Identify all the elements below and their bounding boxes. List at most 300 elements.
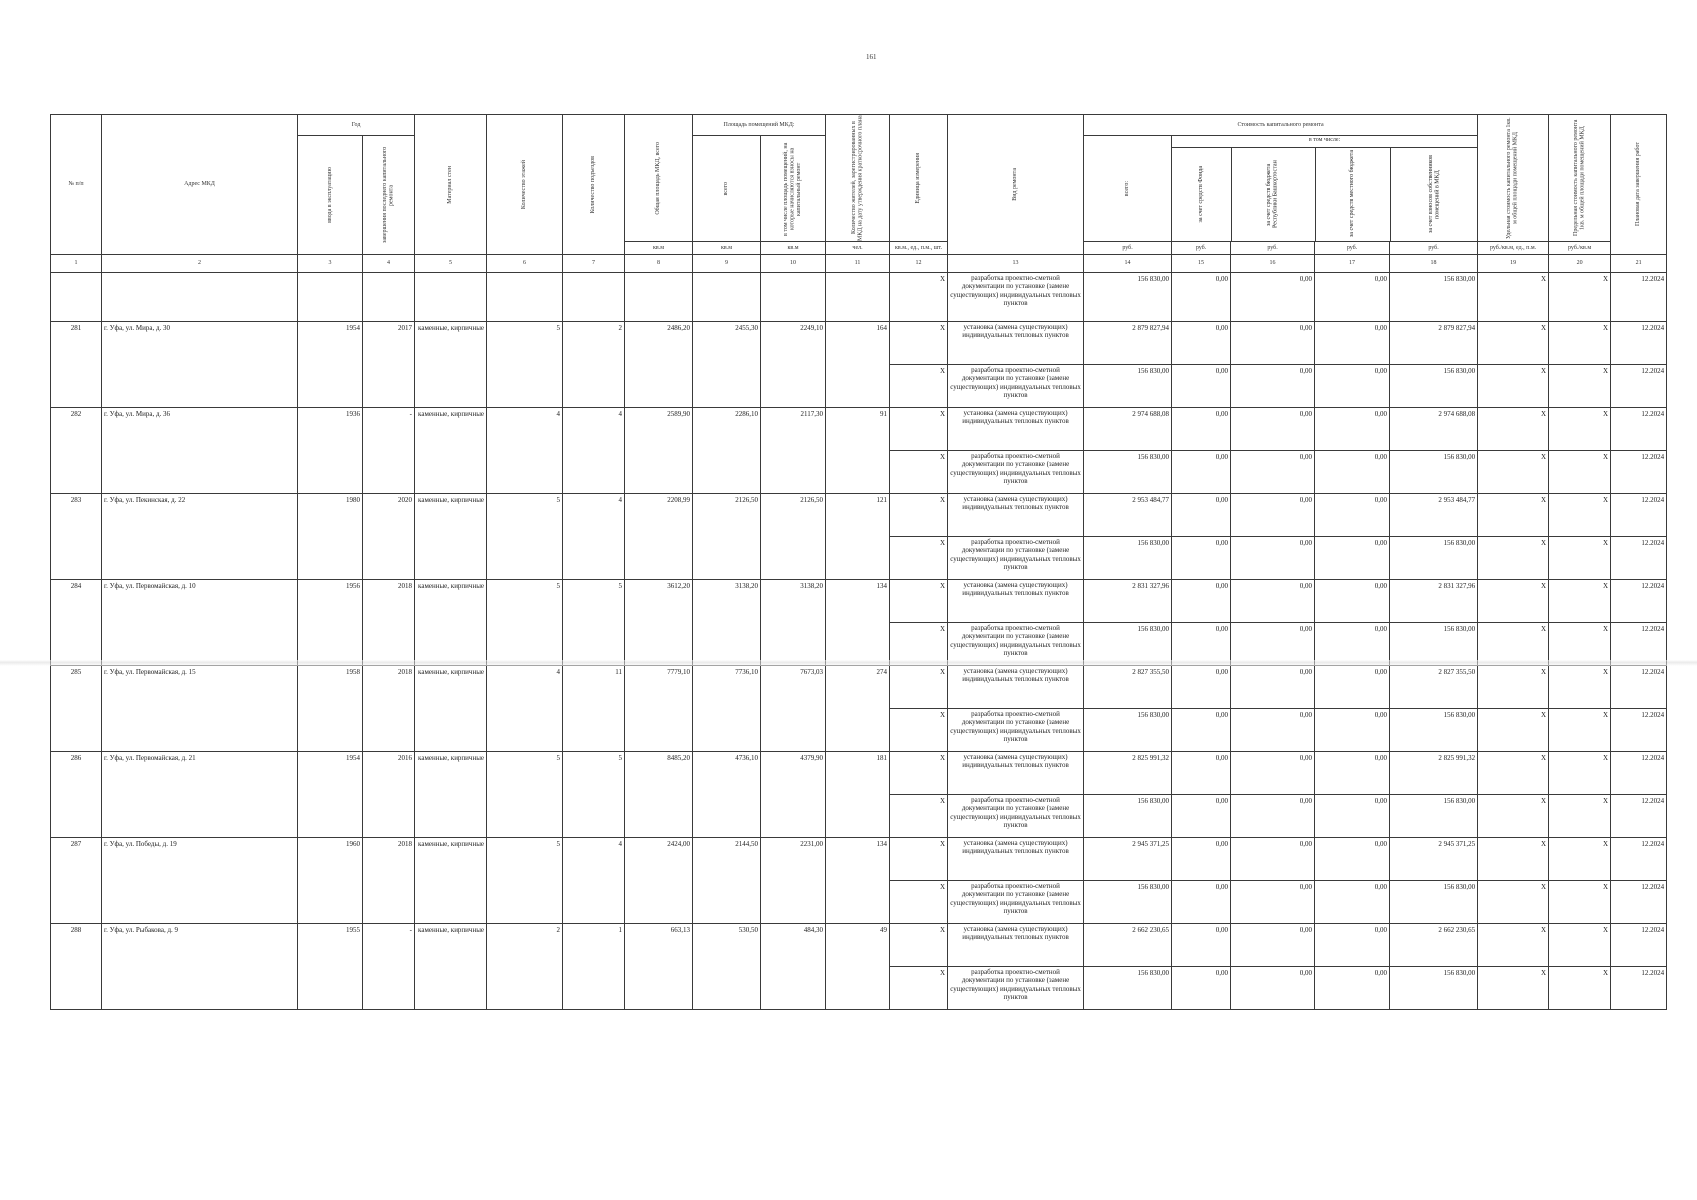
- cell-deadline: 12.2024: [1611, 537, 1667, 580]
- table-row: [51, 666, 1667, 709]
- cell-limit-cost-x: X: [1549, 494, 1611, 537]
- header-total-area: Общая площадь МКД, всего: [625, 115, 693, 242]
- cell-cost-owners: 156 830,00: [1390, 537, 1478, 580]
- cell-address: г. Уфа, ул. Первомайская, д. 21: [102, 752, 298, 838]
- cell-area: 2486,20: [625, 322, 693, 408]
- cell-address: [102, 273, 298, 322]
- cell-work-type: разработка проектно-сметной документации по установке (замене существующих) индивидуальных тепловых пунктов: [948, 273, 1084, 322]
- cell-cost-owners: 2 945 371,25: [1390, 838, 1478, 881]
- cell-owned: 2126,50: [761, 494, 826, 580]
- cell-unit-cost-x: X: [1478, 709, 1549, 752]
- cell-limit-cost-x: X: [1549, 752, 1611, 795]
- cell-cost-fund: 0,00: [1172, 666, 1231, 709]
- cell-entrances: 4: [563, 838, 625, 924]
- cell-cost-fund: 0,00: [1172, 709, 1231, 752]
- cell-address: г. Уфа, ул. Первомайская, д. 10: [102, 580, 298, 666]
- cell-address: г. Уфа, ул. Победы, д. 19: [102, 838, 298, 924]
- cell-residents: 49: [826, 924, 890, 1010]
- cell-cost-owners: 156 830,00: [1390, 795, 1478, 838]
- cell-built: 1958: [298, 666, 363, 752]
- header-no: № п/п: [51, 115, 102, 255]
- cell-work-type: разработка проектно-сметной документации по установке (замене существующих) индивидуальных тепловых пунктов: [948, 451, 1084, 494]
- header-year-repair: завершения последнего капитального ремонта: [363, 136, 415, 255]
- cell-cost-total: 2 831 327,96: [1084, 580, 1172, 623]
- cell-cost-local: 0,00: [1315, 924, 1390, 967]
- table-row: [51, 494, 1667, 537]
- cell-area: 3612,20: [625, 580, 693, 666]
- table-row: [51, 322, 1667, 365]
- cell-cost-local: 0,00: [1315, 838, 1390, 881]
- unit-c19: руб./кв.м, ед., п.м.: [1478, 242, 1549, 255]
- cell-unit-cost-x: X: [1478, 967, 1549, 1010]
- header-unit: Единица измерения: [890, 115, 948, 242]
- header-year-built: ввода в эксплуатацию: [298, 136, 363, 255]
- cell-unit-x: X: [890, 623, 948, 666]
- cell-cost-owners: 2 953 484,77: [1390, 494, 1478, 537]
- cell-limit-cost-x: X: [1549, 580, 1611, 623]
- cell-unit-cost-x: X: [1478, 322, 1549, 365]
- cell-cost-fund: 0,00: [1172, 365, 1231, 408]
- cell-residents: 164: [826, 322, 890, 408]
- cell-limit-cost-x: X: [1549, 408, 1611, 451]
- cell-material: [415, 273, 487, 322]
- unit-c15: руб.: [1172, 242, 1231, 255]
- continuation-row: [51, 273, 1667, 322]
- cell-cost-local: 0,00: [1315, 273, 1390, 322]
- cell-work-type: установка (замена существующих) индивидуальных тепловых пунктов: [948, 924, 1084, 967]
- unit-c16: руб.: [1231, 242, 1315, 255]
- header-residents: Количество жителей, зарегистрированных в МКД на дату утверждения краткосрочного плана: [826, 115, 890, 242]
- cell-unit-cost-x: X: [1478, 881, 1549, 924]
- column-number: 2: [102, 255, 298, 273]
- cell-cost-rb: 0,00: [1231, 752, 1315, 795]
- cell-prem: 2126,50: [693, 494, 761, 580]
- cell-no: 282: [51, 408, 102, 494]
- cell-floors: 5: [487, 494, 563, 580]
- table-row: [51, 408, 1667, 451]
- cell-unit-cost-x: X: [1478, 408, 1549, 451]
- cell-no: 286: [51, 752, 102, 838]
- cell-unit-x: X: [890, 666, 948, 709]
- header-unit-cost: Удельная стоимость капитального ремонта 1кв. м общей площади помещений МКД: [1478, 115, 1549, 242]
- column-number: 11: [826, 255, 890, 273]
- cell-owned: 2231,00: [761, 838, 826, 924]
- cell-unit-x: X: [890, 451, 948, 494]
- cell-unit-x: X: [890, 752, 948, 795]
- cell-cost-fund: 0,00: [1172, 273, 1231, 322]
- header-cost-total: всего:: [1084, 136, 1172, 242]
- cell-floors: 5: [487, 838, 563, 924]
- cell-cost-total: 156 830,00: [1084, 795, 1172, 838]
- table-row: [51, 752, 1667, 795]
- column-number: 13: [948, 255, 1084, 273]
- cell-repair: -: [363, 924, 415, 1010]
- cell-cost-total: 2 974 688,08: [1084, 408, 1172, 451]
- unit-c14: руб.: [1084, 242, 1172, 255]
- cell-prem: 2455,30: [693, 322, 761, 408]
- cell-material: каменные, кирпичные: [415, 494, 487, 580]
- cell-cost-rb: 0,00: [1231, 580, 1315, 623]
- cell-residents: 91: [826, 408, 890, 494]
- cell-repair: -: [363, 408, 415, 494]
- cell-cost-total: 156 830,00: [1084, 537, 1172, 580]
- column-number: 10: [761, 255, 826, 273]
- cell-limit-cost-x: X: [1549, 967, 1611, 1010]
- cell-cost-rb: 0,00: [1231, 365, 1315, 408]
- cell-deadline: 12.2024: [1611, 580, 1667, 623]
- cell-cost-local: 0,00: [1315, 881, 1390, 924]
- cell-repair: 2020: [363, 494, 415, 580]
- cell-owned: [761, 273, 826, 322]
- column-number: 4: [363, 255, 415, 273]
- column-number: 19: [1478, 255, 1549, 273]
- cell-residents: 181: [826, 752, 890, 838]
- cell-cost-owners: 156 830,00: [1390, 967, 1478, 1010]
- cell-no: [51, 273, 102, 322]
- cell-limit-cost-x: X: [1549, 623, 1611, 666]
- cell-work-type: установка (замена существующих) индивидуальных тепловых пунктов: [948, 580, 1084, 623]
- cell-area: 2424,00: [625, 838, 693, 924]
- cell-cost-fund: 0,00: [1172, 537, 1231, 580]
- cell-cost-total: 156 830,00: [1084, 623, 1172, 666]
- cell-built: 1956: [298, 580, 363, 666]
- cell-built: [298, 273, 363, 322]
- cell-floors: 2: [487, 924, 563, 1010]
- cell-address: г. Уфа, ул. Мира, д. 30: [102, 322, 298, 408]
- cell-cost-fund: 0,00: [1172, 881, 1231, 924]
- column-number: 15: [1172, 255, 1231, 273]
- unit-c10: кв.м: [761, 242, 826, 255]
- cell-address: г. Уфа, ул. Пекинская, д. 22: [102, 494, 298, 580]
- cell-owned: 4379,90: [761, 752, 826, 838]
- cell-cost-rb: 0,00: [1231, 838, 1315, 881]
- cell-limit-cost-x: X: [1549, 273, 1611, 322]
- cell-cost-rb: 0,00: [1231, 494, 1315, 537]
- cell-prem: 2144,50: [693, 838, 761, 924]
- cell-deadline: 12.2024: [1611, 365, 1667, 408]
- cell-unit-cost-x: X: [1478, 365, 1549, 408]
- column-number: 9: [693, 255, 761, 273]
- cell-area: [625, 273, 693, 322]
- unit-c9: кв.м: [693, 242, 761, 255]
- cell-deadline: 12.2024: [1611, 924, 1667, 967]
- header-premises-group: Площадь помещений МКД:: [693, 115, 826, 136]
- unit-c12: кв.м., ед., п.м., шт.: [890, 242, 948, 255]
- cell-entrances: 11: [563, 666, 625, 752]
- cell-built: 1954: [298, 322, 363, 408]
- cell-unit-x: X: [890, 580, 948, 623]
- cell-cost-rb: 0,00: [1231, 273, 1315, 322]
- header-floors: Количество этажей: [487, 115, 563, 255]
- cell-limit-cost-x: X: [1549, 451, 1611, 494]
- cell-limit-cost-x: X: [1549, 924, 1611, 967]
- cell-cost-owners: 156 830,00: [1390, 365, 1478, 408]
- repair-plan-table: [50, 114, 1667, 1010]
- column-number: 18: [1390, 255, 1478, 273]
- cell-floors: [487, 273, 563, 322]
- column-number: 16: [1231, 255, 1315, 273]
- cell-repair: 2017: [363, 322, 415, 408]
- cell-limit-cost-x: X: [1549, 322, 1611, 365]
- cell-limit-cost-x: X: [1549, 666, 1611, 709]
- cell-built: 1960: [298, 838, 363, 924]
- page-number: 161: [866, 53, 877, 61]
- cell-cost-owners: 2 825 991,32: [1390, 752, 1478, 795]
- cell-cost-rb: 0,00: [1231, 709, 1315, 752]
- cell-unit-x: X: [890, 838, 948, 881]
- cell-unit-cost-x: X: [1478, 580, 1549, 623]
- cell-cost-local: 0,00: [1315, 537, 1390, 580]
- cell-cost-owners: 156 830,00: [1390, 451, 1478, 494]
- unit-c8: кв.м: [625, 242, 693, 255]
- cell-built: 1936: [298, 408, 363, 494]
- cell-cost-local: 0,00: [1315, 967, 1390, 1010]
- cell-work-type: установка (замена существующих) индивидуальных тепловых пунктов: [948, 322, 1084, 365]
- header-address: Адрес МКД: [102, 115, 298, 255]
- cell-repair: 2018: [363, 666, 415, 752]
- cell-limit-cost-x: X: [1549, 365, 1611, 408]
- cell-cost-total: 156 830,00: [1084, 967, 1172, 1010]
- cell-cost-owners: 156 830,00: [1390, 881, 1478, 924]
- cell-cost-fund: 0,00: [1172, 580, 1231, 623]
- header-limit-cost: Предельная стоимость капитального ремонта 1кв. м общей площади помещений МКД: [1549, 115, 1611, 242]
- cell-work-type: установка (замена существующих) индивидуальных тепловых пунктов: [948, 752, 1084, 795]
- header-cost-republic: за счет средств бюджета Республики Башкортостан: [1231, 148, 1315, 241]
- cell-deadline: 12.2024: [1611, 752, 1667, 795]
- cell-work-type: разработка проектно-сметной документации по установке (замене существующих) индивидуальных тепловых пунктов: [948, 537, 1084, 580]
- cell-cost-rb: 0,00: [1231, 967, 1315, 1010]
- cell-entrances: 5: [563, 752, 625, 838]
- cell-deadline: 12.2024: [1611, 494, 1667, 537]
- column-number: 12: [890, 255, 948, 273]
- cell-entrances: [563, 273, 625, 322]
- cell-entrances: 5: [563, 580, 625, 666]
- cell-unit-x: X: [890, 537, 948, 580]
- column-number: 1: [51, 255, 102, 273]
- cell-unit-x: X: [890, 881, 948, 924]
- cell-no: 283: [51, 494, 102, 580]
- cell-limit-cost-x: X: [1549, 537, 1611, 580]
- cell-no: 288: [51, 924, 102, 1010]
- cell-cost-owners: 2 827 355,50: [1390, 666, 1478, 709]
- cell-unit-x: X: [890, 408, 948, 451]
- cell-cost-rb: 0,00: [1231, 795, 1315, 838]
- cell-owned: 484,30: [761, 924, 826, 1010]
- header-cost-group: Стоимость капитального ремонта: [1084, 115, 1478, 136]
- cell-no: 285: [51, 666, 102, 752]
- cell-cost-local: 0,00: [1315, 322, 1390, 365]
- cell-limit-cost-x: X: [1549, 838, 1611, 881]
- cell-floors: 4: [487, 666, 563, 752]
- cell-prem: 4736,10: [693, 752, 761, 838]
- cell-unit-cost-x: X: [1478, 838, 1549, 881]
- cell-deadline: 12.2024: [1611, 408, 1667, 451]
- cell-deadline: 12.2024: [1611, 838, 1667, 881]
- column-number: 6: [487, 255, 563, 273]
- cell-work-type: установка (замена существующих) индивидуальных тепловых пунктов: [948, 666, 1084, 709]
- cell-material: каменные, кирпичные: [415, 408, 487, 494]
- cell-cost-local: 0,00: [1315, 580, 1390, 623]
- cell-cost-local: 0,00: [1315, 623, 1390, 666]
- cell-work-type: разработка проектно-сметной документации по установке (замене существующих) индивидуальных тепловых пунктов: [948, 365, 1084, 408]
- cell-cost-total: 2 662 230,65: [1084, 924, 1172, 967]
- cell-deadline: 12.2024: [1611, 666, 1667, 709]
- cell-unit-cost-x: X: [1478, 924, 1549, 967]
- cell-cost-fund: 0,00: [1172, 322, 1231, 365]
- cell-limit-cost-x: X: [1549, 795, 1611, 838]
- cell-built: 1955: [298, 924, 363, 1010]
- cell-limit-cost-x: X: [1549, 709, 1611, 752]
- header-deadline: Плановая дата завершения работ: [1611, 115, 1667, 255]
- cell-cost-total: 156 830,00: [1084, 881, 1172, 924]
- cell-area: 7779,10: [625, 666, 693, 752]
- cell-built: 1980: [298, 494, 363, 580]
- cell-cost-total: 156 830,00: [1084, 709, 1172, 752]
- cell-address: г. Уфа, ул. Рыбакова, д. 9: [102, 924, 298, 1010]
- cell-limit-cost-x: X: [1549, 881, 1611, 924]
- cell-cost-fund: 0,00: [1172, 752, 1231, 795]
- cell-material: каменные, кирпичные: [415, 322, 487, 408]
- cell-work-type: установка (замена существующих) индивидуальных тепловых пунктов: [948, 838, 1084, 881]
- cell-cost-fund: 0,00: [1172, 967, 1231, 1010]
- cell-residents: 274: [826, 666, 890, 752]
- cell-area: 2208,99: [625, 494, 693, 580]
- cell-cost-owners: 156 830,00: [1390, 623, 1478, 666]
- column-number: 14: [1084, 255, 1172, 273]
- column-number: 8: [625, 255, 693, 273]
- cell-floors: 5: [487, 580, 563, 666]
- cell-prem: 530,50: [693, 924, 761, 1010]
- cell-owned: 3138,20: [761, 580, 826, 666]
- cell-repair: 2018: [363, 580, 415, 666]
- cell-no: 284: [51, 580, 102, 666]
- cell-cost-fund: 0,00: [1172, 924, 1231, 967]
- cell-entrances: 4: [563, 408, 625, 494]
- cell-cost-owners: 2 831 327,96: [1390, 580, 1478, 623]
- cell-prem: 7736,10: [693, 666, 761, 752]
- cell-cost-local: 0,00: [1315, 494, 1390, 537]
- unit-c20: руб./кв.м: [1549, 242, 1611, 255]
- column-number: 7: [563, 255, 625, 273]
- cell-entrances: 1: [563, 924, 625, 1010]
- including-subheaders: [1172, 148, 1478, 241]
- cell-area: 663,13: [625, 924, 693, 1010]
- cell-unit-x: X: [890, 365, 948, 408]
- cell-residents: [826, 273, 890, 322]
- cell-work-type: разработка проектно-сметной документации по установке (замене существующих) индивидуальных тепловых пунктов: [948, 967, 1084, 1010]
- cell-cost-owners: 2 974 688,08: [1390, 408, 1478, 451]
- table-header: [51, 115, 1667, 273]
- cell-cost-total: 2 827 355,50: [1084, 666, 1172, 709]
- cell-floors: 4: [487, 408, 563, 494]
- cell-unit-cost-x: X: [1478, 666, 1549, 709]
- cell-unit-x: X: [890, 709, 948, 752]
- cell-unit-cost-x: X: [1478, 537, 1549, 580]
- cell-cost-total: 2 953 484,77: [1084, 494, 1172, 537]
- header-entrances: Количество подъездов: [563, 115, 625, 255]
- cell-prem: 2286,10: [693, 408, 761, 494]
- header-cost-owners: за счет взносов собственников помещений в МКД: [1427, 155, 1441, 233]
- cell-area: 8485,20: [625, 752, 693, 838]
- header-cost-local: за счет средств местного бюджета: [1315, 148, 1390, 241]
- cell-owned: 7673,03: [761, 666, 826, 752]
- cell-residents: 134: [826, 580, 890, 666]
- cell-unit-x: X: [890, 924, 948, 967]
- cell-owned: 2117,30: [761, 408, 826, 494]
- cell-no: 281: [51, 322, 102, 408]
- cell-prem: 3138,20: [693, 580, 761, 666]
- cell-cost-fund: 0,00: [1172, 623, 1231, 666]
- cell-no: 287: [51, 838, 102, 924]
- cell-cost-fund: 0,00: [1172, 408, 1231, 451]
- cell-cost-local: 0,00: [1315, 666, 1390, 709]
- header-premises-total: всего: [693, 136, 761, 242]
- header-year-group: Год: [298, 115, 415, 136]
- cell-unit-cost-x: X: [1478, 273, 1549, 322]
- cell-unit-x: X: [890, 967, 948, 1010]
- cell-deadline: 12.2024: [1611, 709, 1667, 752]
- unit-c11: чел.: [826, 242, 890, 255]
- cell-address: г. Уфа, ул. Первомайская, д. 15: [102, 666, 298, 752]
- cell-floors: 5: [487, 322, 563, 408]
- cell-deadline: 12.2024: [1611, 273, 1667, 322]
- cell-deadline: 12.2024: [1611, 322, 1667, 365]
- cell-cost-local: 0,00: [1315, 451, 1390, 494]
- cell-work-type: установка (замена существующих) индивидуальных тепловых пунктов: [948, 408, 1084, 451]
- cell-cost-total: 2 945 371,25: [1084, 838, 1172, 881]
- cell-unit-x: X: [890, 795, 948, 838]
- header-wall-material: Материал стен: [415, 115, 487, 255]
- cell-entrances: 2: [563, 322, 625, 408]
- column-number: 3: [298, 255, 363, 273]
- cell-residents: 134: [826, 838, 890, 924]
- cell-cost-owners: 2 662 230,65: [1390, 924, 1478, 967]
- cell-repair: 2016: [363, 752, 415, 838]
- cell-cost-fund: 0,00: [1172, 838, 1231, 881]
- cell-cost-owners: 156 830,00: [1390, 709, 1478, 752]
- cell-unit-cost-x: X: [1478, 752, 1549, 795]
- cell-work-type: разработка проектно-сметной документации по установке (замене существующих) индивидуальных тепловых пунктов: [948, 795, 1084, 838]
- cell-unit-cost-x: X: [1478, 795, 1549, 838]
- cell-cost-rb: 0,00: [1231, 322, 1315, 365]
- cell-material: каменные, кирпичные: [415, 924, 487, 1010]
- cell-cost-total: 2 825 991,32: [1084, 752, 1172, 795]
- cell-cost-total: 156 830,00: [1084, 451, 1172, 494]
- cell-cost-local: 0,00: [1315, 752, 1390, 795]
- cell-cost-owners: 156 830,00: [1390, 273, 1478, 322]
- cell-cost-owners: 2 879 827,94: [1390, 322, 1478, 365]
- cell-owned: 2249,10: [761, 322, 826, 408]
- cell-deadline: 12.2024: [1611, 623, 1667, 666]
- cell-cost-fund: 0,00: [1172, 451, 1231, 494]
- header-including-group: [1172, 136, 1478, 242]
- cell-cost-total: 2 879 827,94: [1084, 322, 1172, 365]
- cell-work-type: установка (замена существующих) индивидуальных тепловых пунктов: [948, 494, 1084, 537]
- cell-deadline: 12.2024: [1611, 881, 1667, 924]
- header-work-type: Вид ремонта: [948, 115, 1084, 255]
- cell-cost-total: 156 830,00: [1084, 365, 1172, 408]
- cell-work-type: разработка проектно-сметной документации по установке (замене существующих) индивидуальных тепловых пунктов: [948, 881, 1084, 924]
- column-number-row: [51, 255, 1667, 273]
- column-number: 21: [1611, 255, 1667, 273]
- cell-cost-rb: 0,00: [1231, 408, 1315, 451]
- table-row: [51, 580, 1667, 623]
- cell-floors: 5: [487, 752, 563, 838]
- cell-cost-rb: 0,00: [1231, 451, 1315, 494]
- cell-cost-rb: 0,00: [1231, 537, 1315, 580]
- cell-cost-local: 0,00: [1315, 709, 1390, 752]
- cell-deadline: 12.2024: [1611, 967, 1667, 1010]
